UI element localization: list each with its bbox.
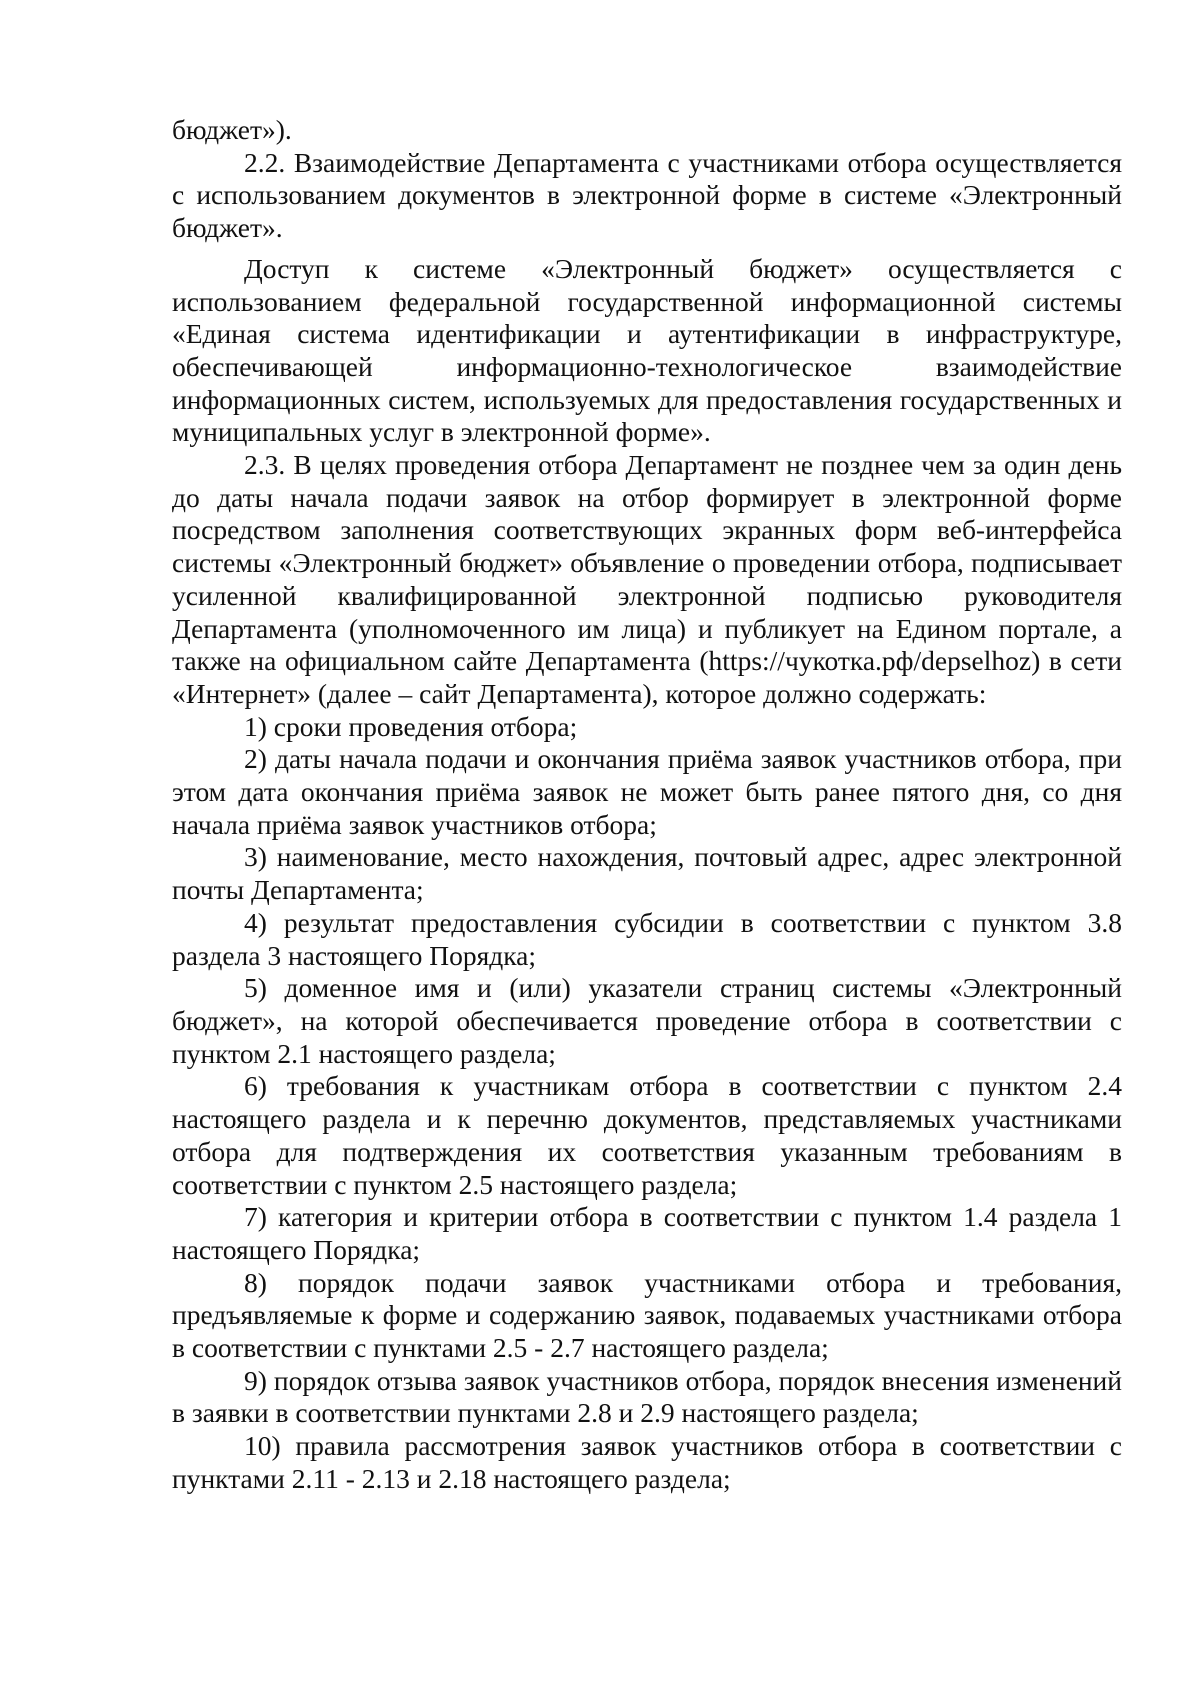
document-page [172,114,1122,1496]
list-item-3: 3) наименование, место нахождения, почтовый адрес, адрес электронной почты Департамента; [172,841,1122,906]
list-item-10: 10) правила рассмотрения заявок участников отбора в соответствии с пунктами 2.11 - 2.13 и 2.18 настоящего раздела; [172,1430,1122,1494]
list-item-7: 7) категория и критерии отбора в соответствии с пунктом 1.4 раздела 1 настоящего Порядка; [172,1201,1122,1265]
paragraph-2-3: 2.3. В целях проведения отбора Департамент не позднее чем за один день до даты начала подачи заявок на отбор формирует в электронной форме посредством заполнения соответствующих экранных форм веб-интерфейса системы «Электронный бюджет» объявление о проведении отбора, подписывает усиленной квалифицированной электронной подписью руководителя Департамента (уполномоченного им лица) и публикует на Едином портале, а также на официальном сайте Департамента (https://чукотка.рф/depselhoz) в сети «Интернет» (далее – сайт Департамента), которое должно содержать: [172,449,1122,709]
list-item-1: 1) сроки проведения отбора; [244,710,578,742]
list-item-6: 6) требования к участникам отбора в соответствии с пунктом 2.4 настоящего раздела и к перечню документов, представляемых участниками отбора для подтверждения их соответствия указанным требованиям в соответствии с пунктом 2.5 настоящего раздела; [172,1070,1122,1200]
list-item-5: 5) доменное имя и (или) указатели страниц системы «Электронный бюджет», на которой обеспечивается проведение отбора в соответствии с пунктом 2.1 настоящего раздела; [172,972,1122,1069]
paragraph-access: Доступ к системе «Электронный бюджет» осуществляется с использованием федеральной государственной информационной системы «Единая система идентификации и аутентификации в инфраструктуре, обеспечивающей информационно-технологическое взаимодействие информационных систем, используемых для предоставления государственных и муниципальных услуг в электронной форме». [172,252,1122,448]
paragraph-continuation: бюджет»). [172,114,292,145]
list-item-8: 8) порядок подачи заявок участниками отбора и требования, предъявляемые к форме и содержанию заявок, подаваемых участниками отбора в соответствии с пунктами 2.5 - 2.7 настоящего раздела; [172,1266,1122,1364]
list-item-9: 9) порядок отзыва заявок участников отбора, порядок внесения изменений в заявки в соответствии пунктами 2.8 и 2.9 настоящего раздела; [172,1364,1122,1429]
list-item-4: 4) результат предоставления субсидии в соответствии с пунктом 3.8 раздела 3 настоящего Порядка; [172,906,1122,971]
paragraph-2-2: 2.2. Взаимодействие Департамента с участниками отбора осуществляется с использованием документов в электронной форме в системе «Электронный бюджет». [172,146,1122,244]
list-item-2: 2) даты начала подачи и окончания приёма заявок участников отбора, при этом дата окончания приёма заявок не может быть ранее пятого дня, со дня начала приёма заявок участников отбора; [172,743,1122,840]
